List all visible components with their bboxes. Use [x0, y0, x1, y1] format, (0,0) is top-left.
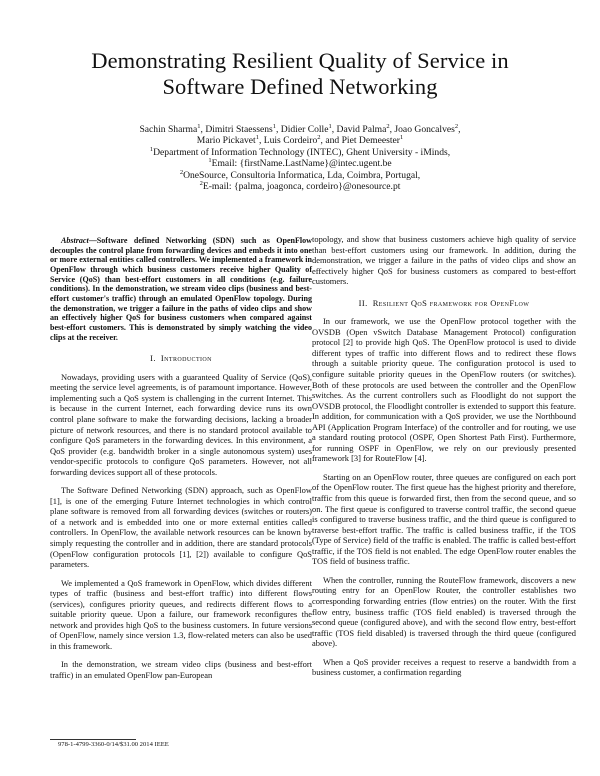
affiliation-mark: 1	[208, 157, 212, 165]
separator: ,	[458, 124, 461, 135]
author-name: , Joao Goncalves	[389, 124, 455, 135]
affiliation-mark: 2	[454, 122, 459, 130]
section-heading-introduction	[50, 353, 312, 364]
author-name: Sachin Sharma	[139, 124, 198, 135]
section-heading-framework	[312, 298, 576, 309]
paragraph: When the controller, running the RouteFlow framework, discovers a new routing entry for an OpenFlow Router, the controller establishes two corresponding forwarding entries (flow entries) on the router. With the first flow entry, business traffic (TOS field enabled) is traversed through the second queue (configured above), and with the second flow entry, best-effort traffic (TOS field disabled) is traversed through the third queue (configured above).	[312, 574, 576, 649]
author-name: Mario Pickavet	[196, 135, 256, 147]
affiliation-1	[40, 147, 560, 158]
paragraph: In our framework, we use the OpenFlow protocol together with the OVSDB (Open vSwitch Database Management Protocol) configuration protocol [2] to provide high QoS. The OpenFlow protocol is used to divide different types of traffic into different flows and to redirect these flows through a suitable priority queue. The configuration protocol is used to configure suitable priority queues in the OpenFlow routers (or switches). Both of these protocols are used between the controller and the OpenFlow switches. As the current controllers such as Floodlight do not support the OVSDB protocol, the Floodlight controller is extended to support this feature. In addition, for communication with a QoS provider, we use the Northbound API (Application Program Interface) of the controller and for routing, we use a standard routing protocol (OSPF, Open Shortest Path First). Furthermore, for running OSPF in OpenFlow, we rely on our previously presented framework [3] for RouteFlow [4].	[312, 316, 576, 464]
title-line-1: Demonstrating Resilient Quality of Service in	[91, 48, 509, 73]
author-line-2	[40, 135, 560, 146]
paper-title	[40, 48, 560, 100]
email-text: E-mail: {palma, joagonca, cordeiro}@onesource.pt	[202, 181, 401, 193]
abstract	[50, 236, 312, 342]
paragraph: Nowadays, providing users with a guaranteed Quality of Service (QoS), meeting the service level agreements, is of paramount importance. However, implementing such a QoS system is challenging in the current Internet. This is because in the current Internet, each forwarding device runs its own control plane software to make the forwarding decisions, lacking a broader picture of network resources, and there is no standard protocol available to configure QoS parameters in the forwarding devices. In this environment, a QoS provider (e.g. bandwidth broker in a single autonomous system) uses vendor-specific protocols to configure QoS parameters. However, not all forwarding devices support all of these protocols.	[50, 371, 312, 477]
right-column	[312, 234, 576, 678]
affiliation-2-email	[40, 181, 560, 192]
paragraph: The Software Defined Networking (SDN) approach, such as OpenFlow [1], is one of the emerging Future Internet technologies in which control plane software is removed from all forwarding devices (switches or routers) of a network and is embedded into one or more external entities called controllers. In OpenFlow, the available network resources can be known by simply requesting the controller and in addition, there are standard protocols (OpenFlow configuration protocols [1], [2]) available to configure QoS parameters.	[50, 485, 312, 570]
affiliation-mark: 1	[197, 122, 201, 130]
email-text: Email: {firstName.LastName}@intec.ugent.be	[211, 158, 392, 170]
author-name: , Didier Colle	[275, 124, 329, 135]
affiliation-2	[40, 170, 560, 181]
author-name: , David Palma	[331, 124, 387, 135]
affiliation-mark: 2	[317, 134, 321, 142]
affiliation-text: OneSource, Consultoria Informatica, Lda, Coimbra, Portugal,	[183, 169, 421, 181]
affiliation-mark: 2	[386, 122, 390, 130]
section-number: II.	[358, 297, 368, 308]
author-name: , Luis Cordeiro	[258, 135, 318, 147]
affiliation-mark: 1	[272, 122, 276, 130]
left-column	[50, 236, 312, 681]
affiliation-mark: 2	[179, 168, 184, 176]
section-title: Introduction	[160, 353, 212, 364]
affiliation-mark: 1	[149, 145, 154, 153]
abstract-label: Abstract	[61, 236, 89, 245]
affiliation-text: Department of Information Technology (INTEC), Ghent University - iMinds,	[153, 146, 451, 158]
paragraph: Starting on an OpenFlow router, three queues are configured on each port of the OpenFlow router. The first queue has the highest priority and therefore, traffic from this queue is forwarded first, then from the second queue, and so on. The first queue is configured to traverse control traffic, the second queue is configured to traverse business traffic, and the third queue is configured to traverse best-effort traffic. The traffic is called business traffic, if the TOS (Type of Service) field of the traffic is enabled. The traffic is called best-effort traffic, if the TOS field is not enabled. The edge OpenFlow router enables the TOS field of business traffic.	[312, 471, 576, 567]
affiliation-1-email	[40, 158, 560, 169]
abstract-text: —Software defined Networking (SDN) such as OpenFlow decouples the control plane from forwarding devices and embeds it into one or more external entities called controllers. We implemented a framework in OpenFlow through which business customers receive higher Quality of Service (QoS) than best-effort customers in all conditions (e.g. failure conditions). In the demonstration, we stream video clips (business and best-effort customer's traffic) through an emulated OpenFlow topology. During the demonstration, we trigger a failure in the paths of video clips and show an effectively higher QoS for business customers when compared against best-effort customers. This is demonstrated by simply watching the video clips at the receiver.	[50, 236, 312, 342]
section-title: Resilient QoS framework for OpenFlow	[372, 297, 530, 308]
paragraph: When a QoS provider receives a request to reserve a bandwidth from a business customer, a confirmation regarding	[312, 656, 576, 678]
author-block	[40, 124, 560, 192]
author-name: , and Piet Demeester	[320, 135, 400, 147]
author-line-1	[40, 124, 560, 135]
copyright-footer: 978-1-4799-3360-0/14/$31.00 2014 IEEE	[58, 741, 169, 748]
affiliation-mark: 2	[199, 179, 203, 187]
author-name: , Dimitri Staessens	[200, 124, 273, 135]
section-number: I.	[150, 353, 156, 364]
paragraph: In the demonstration, we stream video clips (business and best-effort traffic) in an emulated OpenFlow pan-European	[50, 659, 312, 680]
footnote-rule	[50, 739, 136, 740]
affiliation-mark: 1	[328, 122, 332, 130]
paragraph: topology, and show that business customers achieve high quality of service than best-effort customers using our framework. In addition, during the demonstration, we trigger a failure in the paths of video clips and show an effectively higher QoS for business customers as compared to best-effort customers.	[312, 234, 576, 287]
title-line-2: Software Defined Networking	[162, 74, 438, 99]
affiliation-mark: 1	[399, 134, 404, 142]
paragraph: We implemented a QoS framework in OpenFlow, which divides different types of traffic (business and best-effort traffic) into different flows (services), configures priority queues, and redirects different flows to a suitable priority queue. Upon a failure, our framework reconfigures the network and provides high QoS to the business customers. In future versions of OpenFlow, namely since version 1.3, flow-related meters can also be used in this framework.	[50, 577, 312, 651]
affiliation-mark: 1	[255, 134, 259, 142]
